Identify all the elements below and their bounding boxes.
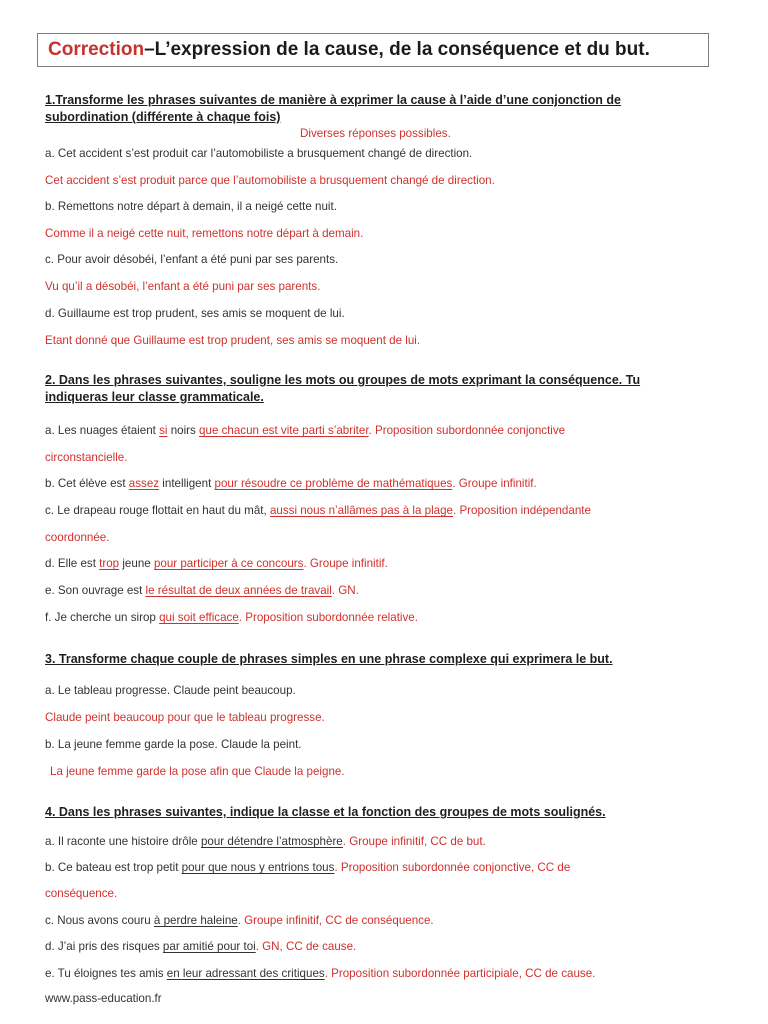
- s4-b-underline: pour que nous y entrions tous: [181, 861, 335, 874]
- s4-b-answer-cont: conséquence.: [45, 887, 118, 900]
- s2-heading-line1: 2. Dans les phrases suivantes, souligne les mots ou groupes de mots exprimant la conséquence. Tu: [45, 373, 641, 387]
- s3-heading: 3. Transforme chaque couple de phrases simples en une phrase complexe qui exprimera le but.: [45, 652, 613, 666]
- s2-item-c: [45, 503, 591, 518]
- s2-item-f: [45, 610, 418, 625]
- s2-b-underline-2: pour résoudre ce problème de mathématiques: [214, 477, 453, 490]
- s2-item-e: [45, 583, 359, 598]
- s4-item-c: [45, 913, 434, 928]
- s2-e-answer: . GN.: [331, 584, 359, 597]
- s4-item-d: [45, 939, 356, 954]
- s4-heading: 4. Dans les phrases suivantes, indique la classe et la fonction des groupes de mots soulignés.: [45, 805, 606, 819]
- s2-heading-line2: indiqueras leur classe grammaticale.: [45, 390, 264, 404]
- s4-e-underline: en leur adressant des critiques: [166, 967, 325, 980]
- s1-ans-b: Comme il a neigé cette nuit, remettons notre départ à demain.: [45, 227, 364, 240]
- s1-q-d: d. Guillaume est trop prudent, ses amis se moquent de lui.: [45, 307, 345, 320]
- s1-heading: [45, 92, 725, 126]
- s4-a-answer: . Groupe infinitif, CC de but.: [342, 835, 486, 848]
- s1-heading-line1: 1.Transforme les phrases suivantes de manière à exprimer la cause à l’aide d’une conjonction de: [45, 93, 621, 107]
- s3-q-a: a. Le tableau progresse. Claude peint beaucoup.: [45, 684, 296, 697]
- s2-f-underline-1: qui soit efficace: [159, 611, 239, 624]
- s4-e-text: e. Tu éloignes tes amis: [45, 967, 167, 980]
- s4-a-underline: pour détendre l’atmosphère: [200, 835, 343, 848]
- s2-b-text: b. Cet élève est: [45, 477, 129, 490]
- s4-e-answer: . Proposition subordonnée participiale, CC de cause.: [324, 967, 596, 980]
- s2-a-text: a. Les nuages étaient: [45, 424, 160, 437]
- s3-ans-a: Claude peint beaucoup pour que le tableau progresse.: [45, 711, 325, 724]
- s4-item-a: [45, 834, 486, 849]
- title-prefix: Correction: [48, 39, 145, 60]
- s4-d-text: d. J’ai pris des risques: [45, 940, 163, 953]
- s1-q-b: b. Remettons notre départ à demain, il a neigé cette nuit.: [45, 200, 337, 213]
- s2-c-text: c. Le drapeau rouge flottait en haut du mât,: [45, 504, 270, 517]
- s1-ans-d: Etant donné que Guillaume est trop prudent, ses amis se moquent de lui.: [45, 334, 421, 347]
- s1-heading-line2: subordination (différente à chaque fois): [45, 110, 281, 124]
- s2-d-answer: . Groupe infinitif.: [303, 557, 388, 570]
- s4-b-text: b. Ce bateau est trop petit: [45, 861, 182, 874]
- s2-b-text-2: intelligent: [159, 477, 215, 490]
- footer-url[interactable]: www.pass-education.fr: [45, 992, 162, 1005]
- s3-ans-b: La jeune femme garde la pose afin que Claude la peigne.: [50, 765, 345, 778]
- s1-ans-a: Cet accident s’est produit parce que l’automobiliste a brusquement changé de direction.: [45, 174, 495, 187]
- s1-q-a: a. Cet accident s’est produit car l’automobiliste a brusquement changé de direction.: [45, 147, 473, 160]
- s2-f-answer: . Proposition subordonnée relative.: [238, 611, 418, 624]
- s2-a-underline-2: que chacun est vite parti s’abriter: [199, 424, 369, 437]
- s2-a-text-2: noirs: [167, 424, 200, 437]
- s4-c-underline: à perdre haleine: [153, 914, 238, 927]
- s2-c-underline-1: aussi nous n’allâmes pas à la plage: [269, 504, 453, 517]
- s2-c-answer-cont: coordonnée.: [45, 531, 110, 544]
- s1-ans-c: Vu qu’il a désobéi, l’enfant a été puni par ses parents.: [45, 280, 321, 293]
- s2-f-text: f. Je cherche un sirop: [45, 611, 160, 624]
- s2-d-underline-2: pour participer à ce concours: [153, 557, 304, 570]
- s4-c-answer: . Groupe infinitif, CC de conséquence.: [237, 914, 434, 927]
- s2-d-text: d. Elle est: [45, 557, 100, 570]
- s2-b-underline-1: assez: [128, 477, 160, 490]
- s2-a-answer: . Proposition subordonnée conjonctive: [368, 424, 566, 437]
- s2-d-underline-1: trop: [99, 557, 120, 570]
- s1-q-c: c. Pour avoir désobéi, l’enfant a été puni par ses parents.: [45, 253, 339, 266]
- s3-q-b: b. La jeune femme garde la pose. Claude la peint.: [45, 738, 302, 751]
- title-dash: –: [144, 39, 155, 60]
- title-text: L’expression de la cause, de la conséquence et du but.: [154, 39, 650, 60]
- s2-e-text: e. Son ouvrage est: [45, 584, 146, 597]
- s2-e-underline-1: le résultat de deux années de travail: [145, 584, 332, 597]
- s2-item-d: [45, 556, 388, 571]
- s4-d-underline: par amitié pour toi: [162, 940, 256, 953]
- page-title: [37, 33, 709, 67]
- s2-item-a: [45, 423, 565, 438]
- s2-c-answer: . Proposition indépendante: [453, 504, 591, 517]
- s4-d-answer: . GN, CC de cause.: [255, 940, 357, 953]
- s4-c-text: c. Nous avons couru: [45, 914, 154, 927]
- s2-heading: [45, 372, 725, 406]
- s4-b-answer: . Proposition subordonnée conjonctive, CC de: [334, 861, 571, 874]
- s2-b-answer: . Groupe infinitif.: [452, 477, 537, 490]
- s2-d-text-2: jeune: [119, 557, 154, 570]
- s4-a-text: a. Il raconte une histoire drôle: [45, 835, 201, 848]
- s2-a-underline-1: si: [159, 424, 168, 437]
- s4-item-e: [45, 966, 595, 981]
- s4-item-b: [45, 860, 570, 875]
- s1-note: Diverses réponses possibles.: [300, 127, 451, 140]
- s2-item-b: [45, 476, 537, 491]
- s2-a-answer-cont: circonstancielle.: [45, 451, 128, 464]
